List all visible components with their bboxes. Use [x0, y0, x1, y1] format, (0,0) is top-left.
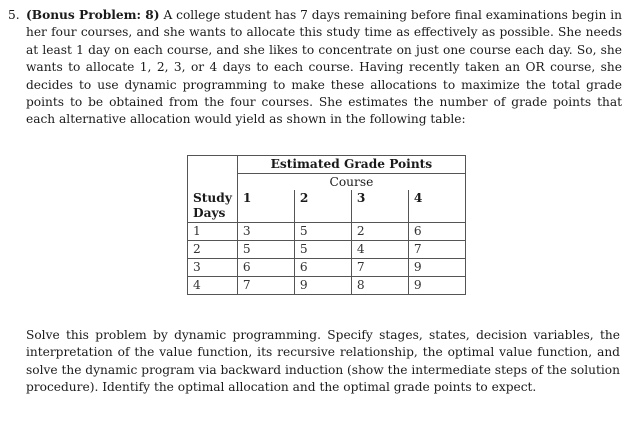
- grade-cell: 6: [408, 223, 465, 241]
- problem-number: 5.: [8, 8, 20, 22]
- grade-cell: 3: [237, 223, 294, 241]
- table-row: [188, 241, 466, 259]
- grade-cell: 5: [237, 241, 294, 259]
- grade-cell: 9: [408, 259, 465, 277]
- grade-cell: 7: [237, 277, 294, 295]
- grade-cell: 8: [351, 277, 408, 295]
- table-row: [188, 259, 466, 277]
- table-title: Estimated Grade Points: [237, 156, 465, 174]
- solution-instructions: Solve this problem by dynamic programming. Specify stages, states, decision variables, the interpretation of the value function, its recursive relationship, the optimal value function, and solve the dynamic program via backward induction (show the intermediate steps of the solution procedure). Identify the optimal allocation and the optimal grade points to expect.: [26, 328, 620, 395]
- row-header-label: Study Days: [188, 190, 238, 223]
- grade-points-table-wrapper: [187, 155, 466, 295]
- bonus-label: (Bonus Problem: 8): [26, 8, 160, 22]
- study-days-cell: 3: [188, 259, 238, 277]
- grade-cell: 4: [351, 241, 408, 259]
- grade-cell: 5: [294, 241, 351, 259]
- study-days-cell: 1: [188, 223, 238, 241]
- grade-cell: 7: [351, 259, 408, 277]
- table-subtitle: Course: [237, 174, 465, 191]
- study-days-cell: 4: [188, 277, 238, 295]
- grade-cell: 2: [351, 223, 408, 241]
- grade-cell: 9: [294, 277, 351, 295]
- grade-points-table: [187, 155, 466, 295]
- grade-cell: 6: [294, 259, 351, 277]
- grade-cell: 7: [408, 241, 465, 259]
- problem-statement: [8, 7, 622, 129]
- grade-cell: 9: [408, 277, 465, 295]
- column-header: 4: [408, 190, 465, 223]
- table-corner-cell: [188, 156, 238, 191]
- grade-cell: 6: [237, 259, 294, 277]
- table-row: [188, 223, 466, 241]
- problem-paragraph: [26, 7, 622, 129]
- table-header-row: [188, 190, 466, 223]
- column-header: 1: [237, 190, 294, 223]
- column-header: 3: [351, 190, 408, 223]
- grade-cell: 5: [294, 223, 351, 241]
- column-header: 2: [294, 190, 351, 223]
- study-days-cell: 2: [188, 241, 238, 259]
- table-row: [188, 277, 466, 295]
- table-title-row: [188, 156, 466, 174]
- problem-intro: A college student has 7 days remaining before final examinations begin in her four courses, and she wants to allocate this study time as effectively as possible. She needs at least 1 day on each course, and she likes to concentrate on just one course each day. So, she wants to allocate 1, 2, 3, or 4 days to each course. Having recently taken an OR course, she decides to use dynamic programming to make these allocations to maximize the total grade points to be obtained from the four courses. She estimates the number of grade points that each alternative allocation would yield as shown in the following table:: [26, 8, 622, 127]
